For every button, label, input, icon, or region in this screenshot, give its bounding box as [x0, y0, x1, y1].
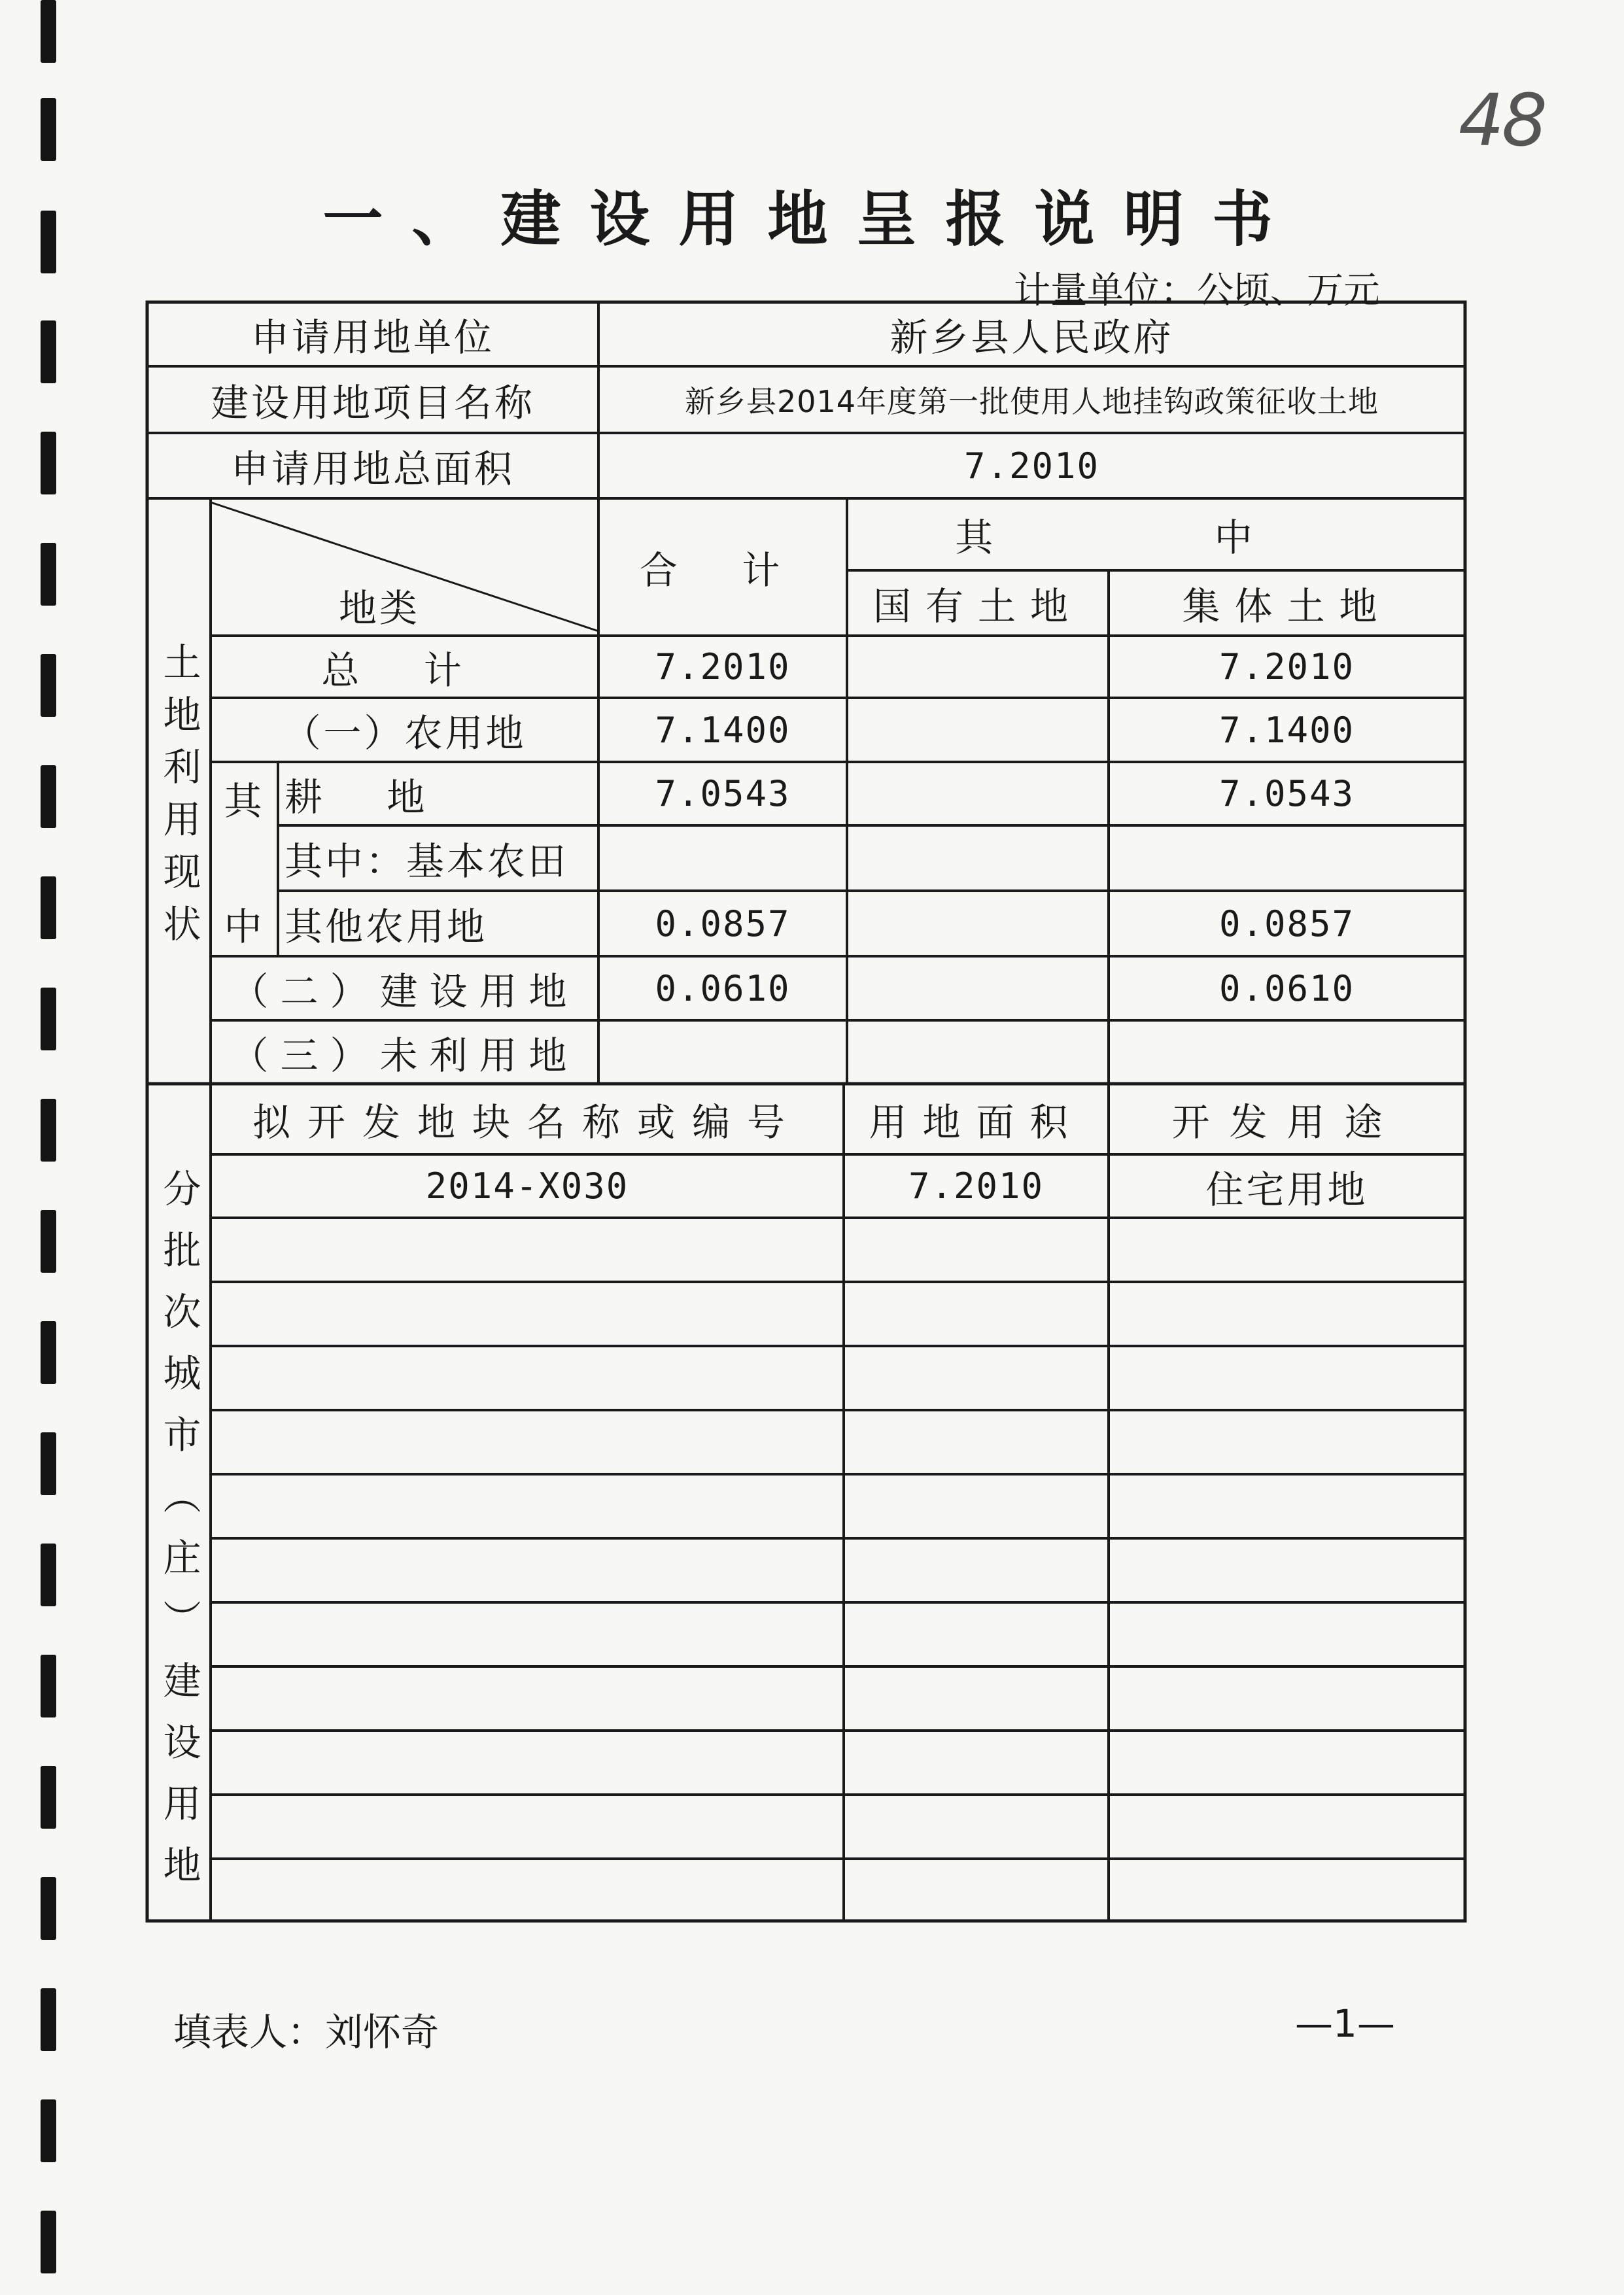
land-row-collective: 0.0610	[1218, 967, 1355, 1009]
land-row-label: 其中：基本农田	[285, 839, 569, 884]
applicant-label: 申请用地单位	[251, 315, 494, 360]
diagonal-header-label: 地类	[338, 586, 420, 630]
land-row-state	[847, 698, 1109, 762]
batch-section-label: 分批次城市（庄）建设用地	[156, 1169, 201, 1907]
land-row-collective: 7.2010	[1218, 646, 1355, 687]
land-row-total: 7.2010	[655, 646, 791, 687]
land-row-total: 0.0857	[655, 903, 791, 944]
land-row-total	[598, 1020, 847, 1084]
land-row-state	[847, 825, 1109, 891]
land-row-label: 耕 地	[285, 774, 451, 820]
land-status-section-label: 土地利用现状	[156, 642, 201, 956]
of-which-label-bottom: 中	[224, 905, 265, 949]
of-which-label-top: 其	[224, 779, 265, 823]
land-row-label: （一）农用地	[283, 711, 527, 755]
land-row-state	[847, 636, 1109, 698]
col-collective-land-header: 集体土地	[1182, 584, 1392, 629]
col-state-land-header: 国有土地	[872, 584, 1082, 629]
land-row-label: （二）建设用地	[230, 969, 579, 1014]
applicant-value: 新乡县人民政府	[890, 315, 1174, 360]
land-row-total: 7.1400	[655, 709, 791, 751]
land-row-total: 0.0610	[655, 967, 791, 1009]
unit-note: 计量单位：公顷、万元	[1014, 269, 1380, 312]
land-row-collective	[1109, 1020, 1465, 1084]
batch-row-use: 住宅用地	[1205, 1167, 1368, 1212]
land-row-state	[847, 762, 1109, 825]
document-title: 一、建设用地呈报说明书	[322, 184, 1302, 254]
land-row-label: （三）未利用地	[230, 1033, 579, 1078]
col-total-header: 合 计	[639, 548, 806, 593]
land-row-total	[598, 825, 847, 891]
land-row-state	[847, 956, 1109, 1020]
land-row-collective: 7.1400	[1218, 709, 1355, 751]
land-row-state	[847, 1020, 1109, 1084]
total-area-label: 申请用地总面积	[230, 447, 515, 491]
land-row-state	[847, 891, 1109, 956]
col-use-header: 开发用途	[1171, 1100, 1402, 1145]
project-label: 建设用地项目名称	[210, 381, 535, 425]
col-parcel-header: 拟开发地块名称或编号	[252, 1100, 802, 1145]
batch-row-parcel: 2014-X030	[425, 1165, 629, 1207]
total-area-value: 7.2010	[963, 445, 1100, 487]
col-area-header: 用地面积	[869, 1100, 1084, 1145]
land-row-collective: 0.0857	[1218, 903, 1355, 944]
land-row-collective: 7.0543	[1218, 773, 1355, 814]
handwritten-page-number: 48	[1459, 78, 1545, 162]
land-row-label: 其他农用地	[285, 905, 488, 949]
project-value: 新乡县2014年度第一批使用人地挂钩政策征收土地	[684, 384, 1379, 419]
form-filler: 填表人：刘怀奇	[173, 2010, 440, 2054]
land-row-label: 总 计	[321, 647, 488, 693]
batch-row-area: 7.2010	[908, 1165, 1045, 1207]
land-row-collective	[1109, 825, 1465, 891]
page-number: —1—	[1295, 2001, 1395, 2046]
col-of-which-header: 其 中	[955, 515, 1357, 560]
land-row-total: 7.0543	[655, 773, 791, 814]
